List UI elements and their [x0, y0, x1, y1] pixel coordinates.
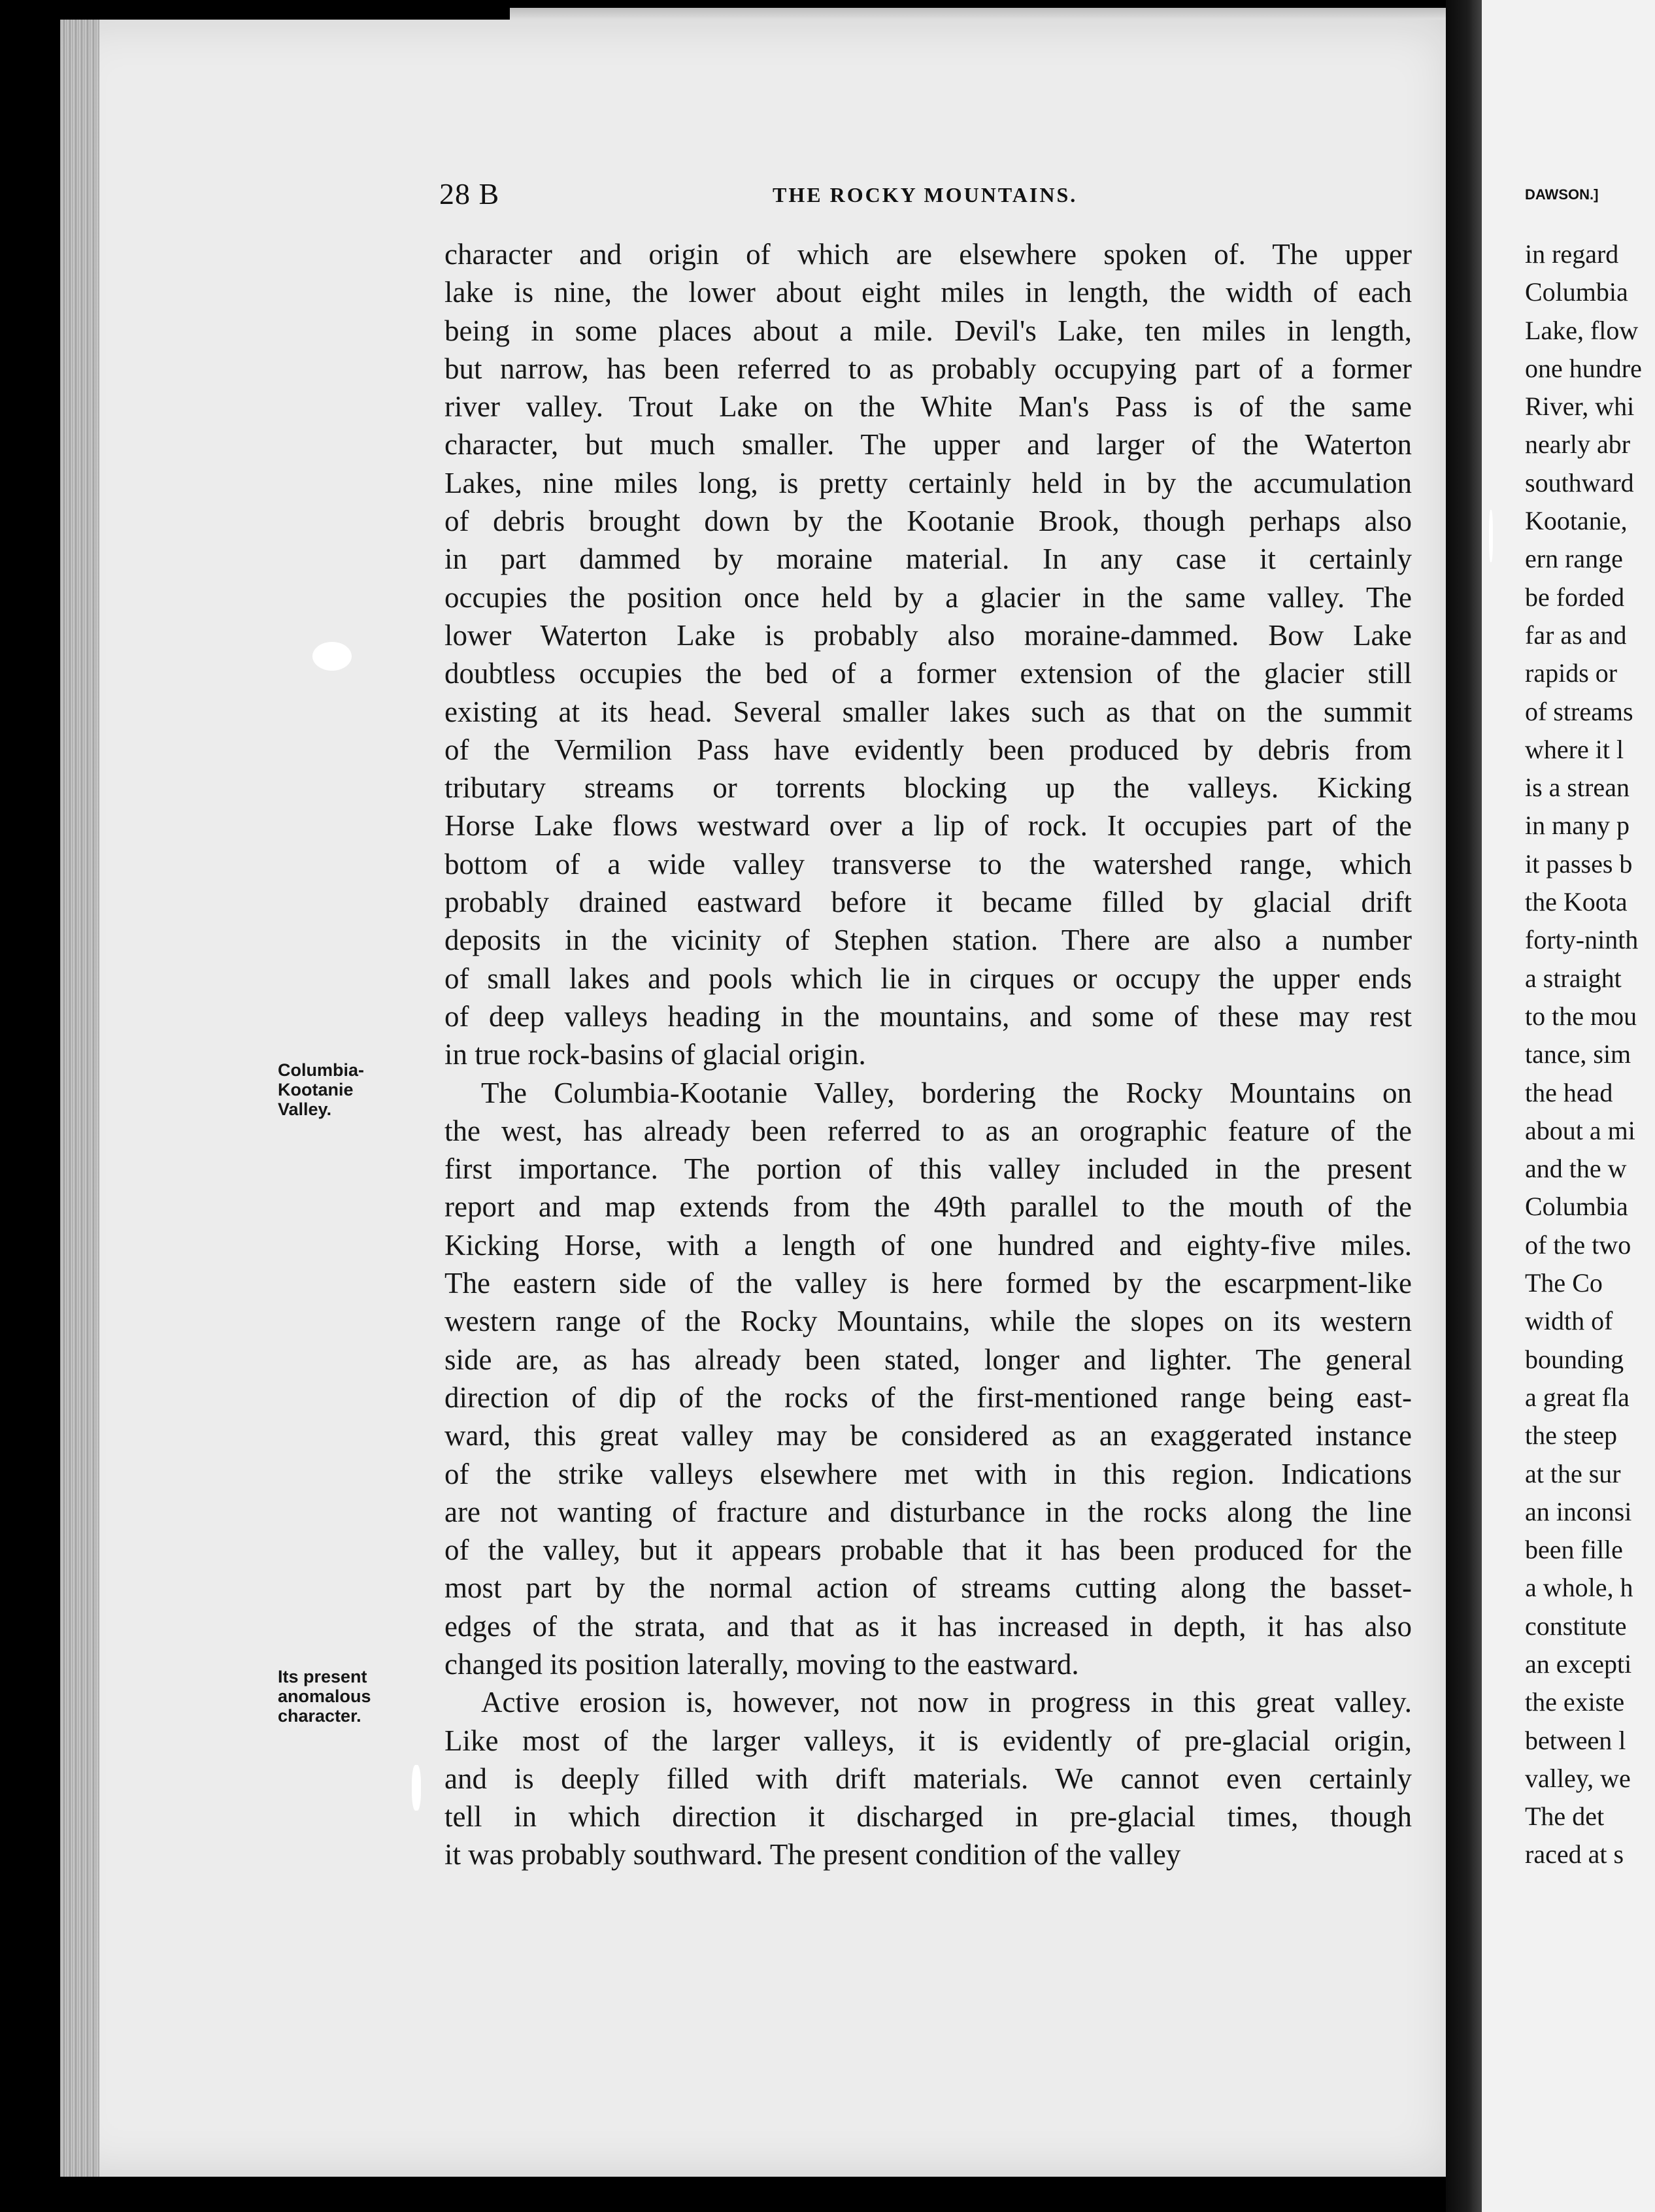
margin-note-line: Its present [278, 1667, 367, 1686]
right-page-line: been fille [1525, 1535, 1623, 1565]
body-text [444, 235, 1412, 1874]
text-line: first importance. The portion of this valley included in the present [444, 1152, 1412, 1186]
running-title: THE ROCKY MOUNTAINS. [773, 183, 1078, 207]
text-line: most part by the normal action of streams cutting along the basset- [444, 1571, 1412, 1605]
text-line: of deep valleys heading in the mountains, and some of these may rest [444, 999, 1412, 1033]
text-line: it was probably southward. The present condition of the valley [444, 1838, 1181, 1871]
text-line: Horse Lake flows westward over a lip of rock. It occupies part of the [444, 809, 1412, 843]
text-line: Active erosion is, however, not now in progress in this great valley. [481, 1686, 1412, 1719]
margin-note-line: Kootanie [278, 1080, 354, 1099]
book-gutter [1446, 0, 1482, 2212]
right-page-line: The det [1525, 1801, 1605, 1832]
text-line: of small lakes and pools which lie in cirques or occupy the upper ends [444, 962, 1412, 995]
margin-note-anomalous-character [278, 1667, 371, 1726]
right-page-line: it passes b [1525, 848, 1633, 879]
right-page-line: the Koota [1525, 887, 1628, 917]
text-line: are not wanting of fracture and disturbance in the rocks along the line [444, 1495, 1412, 1528]
right-page-line: is a strean [1525, 773, 1630, 803]
margin-note-line: Columbia- [278, 1060, 364, 1080]
text-line: tributary streams or torrents blocking up the valleys. Kicking [444, 771, 1412, 805]
text-line: deposits in the vicinity of Stephen station. There are also a number [444, 924, 1412, 957]
text-line: report and map extends from the 49th parallel to the mouth of the [444, 1190, 1412, 1224]
right-page-line: River, whi [1525, 392, 1635, 422]
right-page-line: a great fla [1525, 1382, 1630, 1412]
text-line: of debris brought down by the Kootanie Brook, though perhaps also [444, 505, 1412, 538]
text-line: The eastern side of the valley is here formed by the escarpment-like [444, 1267, 1412, 1300]
right-page-line: about a mi [1525, 1115, 1635, 1145]
text-line: Lakes, nine miles long, is pretty certainly held in by the accumulation [444, 466, 1412, 499]
right-page-line: constitute [1525, 1611, 1627, 1641]
right-page-line: of the two [1525, 1230, 1631, 1260]
right-page-line: to the mou [1525, 1001, 1637, 1031]
text-line: direction of dip of the rocks of the first-mentioned range being east- [444, 1381, 1412, 1414]
text-line: being in some places about a mile. Devil's Lake, ten miles in length, [444, 314, 1412, 347]
text-line: bottom of a wide valley transverse to the watershed range, which [444, 847, 1412, 880]
right-page-line: far as and [1525, 620, 1627, 650]
text-line: character and origin of which are elsewhere spoken of. The upper [444, 238, 1412, 271]
right-page-line: an inconsi [1525, 1496, 1632, 1526]
right-page-line: Columbia [1525, 277, 1628, 307]
text-line: edges of the strata, and that as it has increased in depth, it has also [444, 1609, 1412, 1643]
text-line: tell in which direction it discharged in pre-glacial times, though [444, 1800, 1412, 1834]
text-line: river valley. Trout Lake on the White Man's Pass is of the same [444, 390, 1412, 424]
text-line: occupies the position once held by a glacier in the same valley. The [444, 580, 1412, 614]
margin-note-line: Valley. [278, 1099, 332, 1119]
right-page-line: raced at s [1525, 1839, 1624, 1869]
right-page-line: tance, sim [1525, 1039, 1631, 1069]
margin-note-line: character. [278, 1706, 361, 1726]
right-page-line: the head [1525, 1077, 1613, 1107]
right-page-line: Lake, flow [1525, 315, 1639, 345]
right-page-line: be forded [1525, 582, 1625, 612]
text-line: in true rock-basins of glacial origin. [444, 1038, 866, 1071]
text-line: in part dammed by moraine material. In any case it certainly [444, 543, 1412, 576]
text-line: The Columbia-Kootanie Valley, bordering the Rocky Mountains on [481, 1076, 1412, 1109]
text-line: of the Vermilion Pass have evidently been produced by debris from [444, 733, 1412, 766]
right-page-line: at the sur [1525, 1458, 1621, 1488]
margin-note-columbia-kootanie [278, 1060, 364, 1119]
text-line: the west, has already been referred to as an orographic feature of the [444, 1114, 1412, 1147]
text-line: probably drained eastward before it became filled by glacial drift [444, 886, 1412, 919]
right-page-line: and the w [1525, 1154, 1627, 1184]
text-line: of the valley, but it appears probable that it has been produced for the [444, 1533, 1412, 1567]
right-page-line: bounding [1525, 1344, 1624, 1374]
right-page-line: nearly abr [1525, 429, 1631, 460]
right-page-line: where it l [1525, 734, 1624, 764]
right-page-line: Kootanie, [1525, 506, 1628, 536]
right-page-line: southward [1525, 467, 1634, 497]
text-line: character, but much smaller. The upper and larger of the Waterton [444, 428, 1412, 461]
text-line: but narrow, has been referred to as probably occupying part of a former [444, 352, 1412, 385]
right-page-line: The Co [1525, 1268, 1603, 1298]
text-line: Kicking Horse, with a length of one hundred and eighty-five miles. [444, 1228, 1412, 1262]
right-page-line: in regard [1525, 239, 1619, 269]
right-page-line: the steep [1525, 1420, 1618, 1450]
right-page-line: an excepti [1525, 1649, 1632, 1679]
right-page-text [1525, 235, 1655, 1874]
text-line: lake is nine, the lower about eight miles in length, the width of each [444, 276, 1412, 309]
text-line: existing at its head. Several smaller lakes such as that on the summit [444, 695, 1412, 728]
right-page-running-head: DAWSON.] [1525, 186, 1599, 203]
right-page-line: between l [1525, 1725, 1626, 1755]
right-page-line: ern range [1525, 544, 1623, 574]
right-page-line: rapids or [1525, 658, 1618, 688]
page-binding-edge [60, 20, 99, 2177]
text-line: of the strike valleys elsewhere met with in this region. Indications [444, 1457, 1412, 1490]
text-line: and is deeply filled with drift materials. We cannot even certainly [444, 1762, 1412, 1795]
right-page-line: Columbia [1525, 1192, 1628, 1222]
text-line: changed its position laterally, moving to the eastward. [444, 1647, 1079, 1681]
running-head [439, 176, 1413, 216]
text-line: western range of the Rocky Mountains, while the slopes on its western [444, 1305, 1412, 1338]
text-line: doubtless occupies the bed of a former extension of the glacier still [444, 657, 1412, 690]
paper-speck [312, 642, 352, 671]
right-page-line: the existe [1525, 1687, 1625, 1717]
right-page-line: forty-ninth [1525, 925, 1639, 955]
page-number: 28 B [439, 177, 500, 210]
text-line: side are, as has already been stated, longer and lighter. The general [444, 1343, 1412, 1376]
text-line: ward, this great valley may be considered as an exaggerated instance [444, 1419, 1412, 1452]
paper-speck [412, 1765, 421, 1811]
right-page-line: valley, we [1525, 1763, 1631, 1793]
paper-speck [1489, 510, 1493, 562]
right-page-line: one hundre [1525, 353, 1642, 383]
margin-note-line: anomalous [278, 1686, 371, 1706]
right-page-line: a whole, h [1525, 1573, 1633, 1603]
text-line: Like most of the larger valleys, it is evidently of pre-glacial origin, [444, 1724, 1412, 1757]
right-page-line: width of [1525, 1306, 1613, 1336]
text-line: lower Waterton Lake is probably also moraine-dammed. Bow Lake [444, 618, 1412, 652]
right-page-line: in many p [1525, 811, 1630, 841]
right-page-line: of streams [1525, 696, 1633, 726]
right-page-line: a straight [1525, 963, 1622, 993]
